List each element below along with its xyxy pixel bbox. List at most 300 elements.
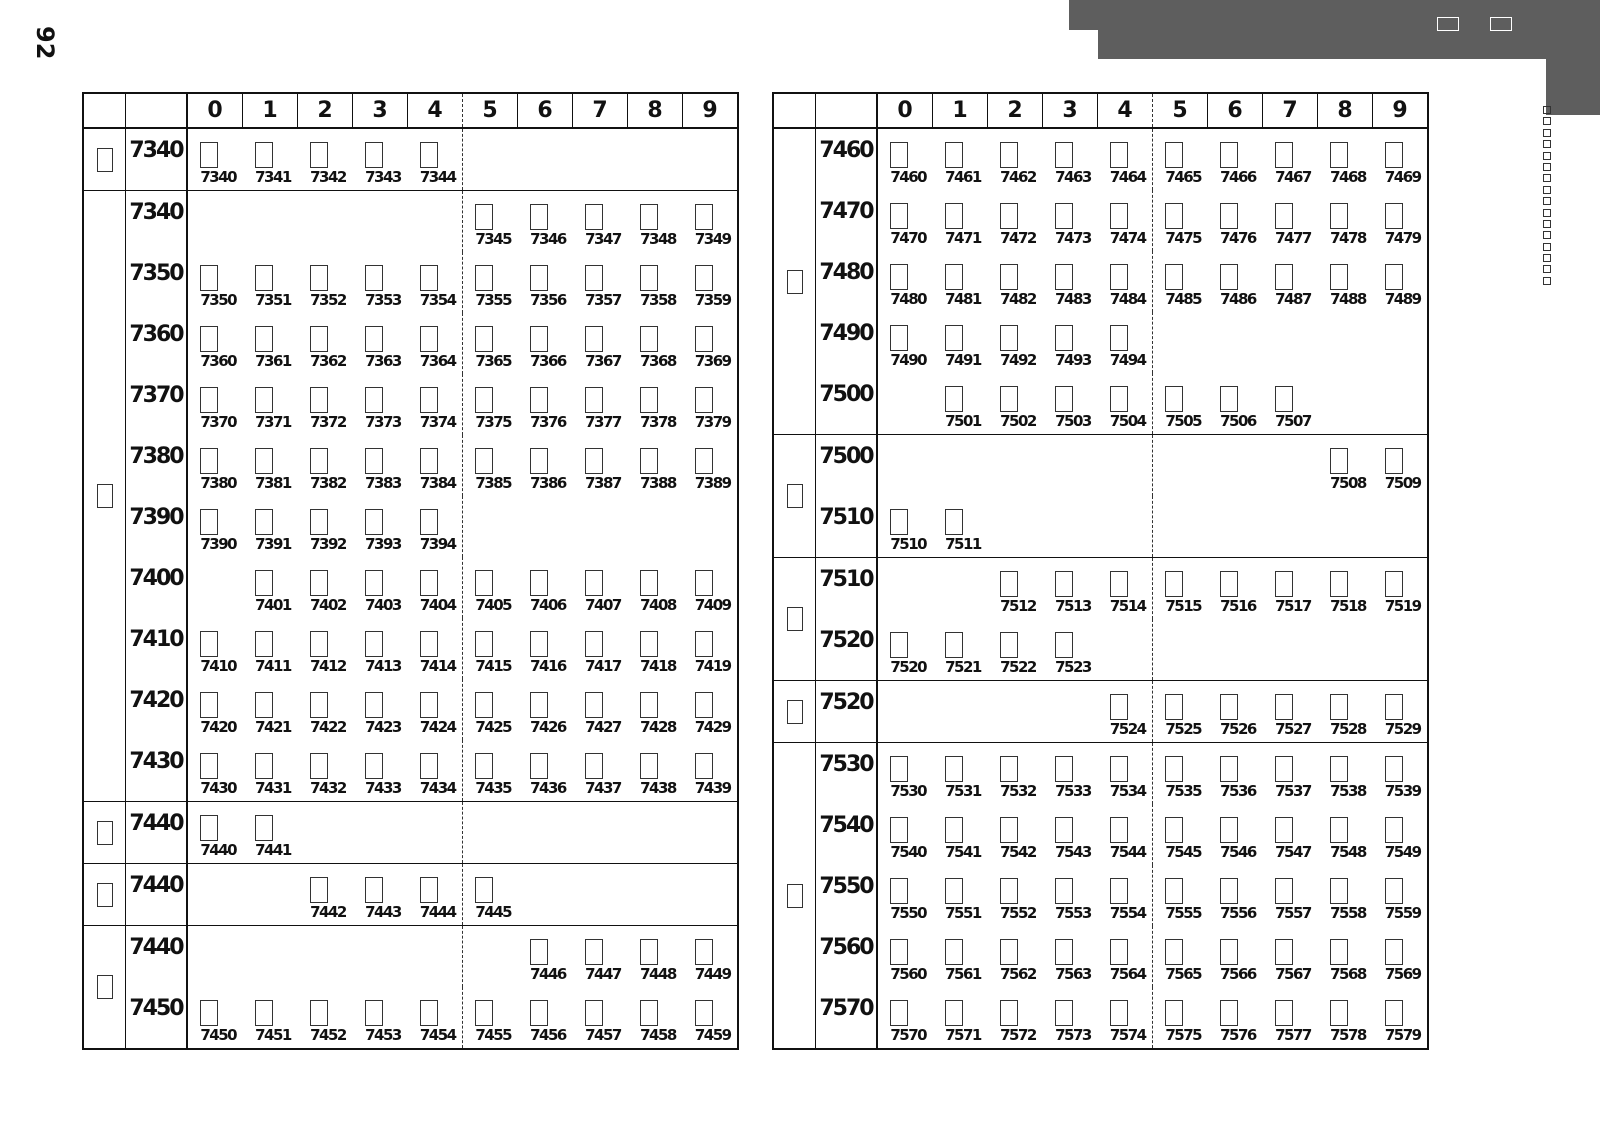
kanji-glyph (945, 264, 963, 290)
kanji-code: 7349 (694, 230, 731, 248)
kanji-cell (933, 926, 988, 987)
kanji-glyph (255, 570, 273, 596)
kanji-glyph (890, 817, 908, 843)
table-row (773, 128, 1428, 190)
reading-glyph (787, 484, 803, 508)
kanji-cell (353, 679, 408, 740)
kanji-code: 7359 (694, 291, 731, 309)
reading-cell (83, 864, 126, 926)
kanji-code: 7489 (1384, 290, 1421, 308)
reading-cell (773, 681, 816, 743)
kanji-glyph (200, 326, 218, 352)
kanji-code: 7402 (310, 596, 346, 614)
kanji-glyph (475, 692, 493, 718)
kanji-glyph (585, 692, 603, 718)
kanji-code: 7557 (1275, 904, 1311, 922)
kanji-cell (298, 802, 353, 864)
kanji-cell (1263, 190, 1318, 251)
kanji-cell (408, 191, 463, 253)
kanji-code: 7555 (1165, 904, 1202, 922)
kanji-cell (988, 496, 1043, 558)
kanji-code: 7487 (1275, 290, 1311, 308)
kanji-code: 7551 (945, 904, 981, 922)
kanji-cell (933, 251, 988, 312)
kanji-cell (573, 802, 628, 864)
kanji-cell (877, 128, 933, 190)
row-code: 7340 (126, 191, 188, 253)
kanji-glyph (890, 203, 908, 229)
left-code-table (82, 92, 739, 1050)
kanji-cell (518, 313, 573, 374)
kanji-cell (187, 864, 243, 926)
kanji-cell (243, 252, 298, 313)
reading-cell (83, 191, 126, 802)
kanji-cell (1373, 743, 1429, 805)
kanji-code: 7469 (1384, 168, 1421, 186)
kanji-cell (1263, 926, 1318, 987)
kanji-cell (933, 496, 988, 558)
kanji-glyph (475, 448, 493, 474)
kanji-glyph (640, 753, 658, 779)
kanji-cell (1263, 558, 1318, 620)
kanji-cell (298, 191, 353, 253)
kanji-cell (1153, 619, 1208, 681)
kanji-cell (298, 252, 353, 313)
kanji-code: 7508 (1330, 474, 1366, 492)
kanji-glyph (310, 142, 328, 168)
kanji-cell (573, 496, 628, 557)
kanji-glyph (640, 387, 658, 413)
kanji-code: 7481 (945, 290, 981, 308)
kanji-cell (1263, 128, 1318, 190)
kanji-code: 7348 (640, 230, 676, 248)
kanji-cell (1373, 312, 1429, 373)
kanji-glyph (475, 265, 493, 291)
kanji-glyph (1000, 325, 1018, 351)
kanji-glyph (200, 265, 218, 291)
reading-cell (773, 743, 816, 1050)
kanji-cell (933, 190, 988, 251)
kanji-glyph (1220, 694, 1238, 720)
kanji-code: 7467 (1275, 168, 1311, 186)
kanji-code: 7412 (310, 657, 346, 675)
kanji-glyph (365, 692, 383, 718)
kanji-glyph (1000, 756, 1018, 782)
kanji-cell (573, 374, 628, 435)
kanji-cell (573, 864, 628, 926)
kanji-glyph (945, 817, 963, 843)
kanji-code: 7357 (585, 291, 621, 309)
kanji-glyph (1000, 203, 1018, 229)
column-header: 4 (408, 93, 463, 128)
column-header: 6 (518, 93, 573, 128)
kanji-cell (628, 252, 683, 313)
column-header: 8 (628, 93, 683, 128)
kanji-glyph (640, 204, 658, 230)
kanji-code: 7417 (585, 657, 621, 675)
kanji-cell (988, 926, 1043, 987)
kanji-code: 7527 (1275, 720, 1311, 738)
kanji-code: 7341 (255, 168, 291, 186)
kanji-code: 7516 (1220, 597, 1256, 615)
kanji-glyph (585, 753, 603, 779)
kanji-code: 7345 (475, 230, 512, 248)
kanji-glyph (1220, 203, 1238, 229)
kanji-cell (877, 312, 933, 373)
kanji-cell (518, 128, 573, 191)
kanji-code: 7528 (1330, 720, 1366, 738)
reading-glyph (787, 884, 803, 908)
kanji-cell (1098, 312, 1153, 373)
kanji-cell (298, 435, 353, 496)
kanji-cell (628, 557, 683, 618)
kanji-code: 7451 (255, 1026, 291, 1044)
row-code: 7410 (126, 618, 188, 679)
kanji-glyph (1000, 878, 1018, 904)
kanji-glyph (640, 1000, 658, 1026)
kanji-code: 7568 (1330, 965, 1366, 983)
kanji-cell (1098, 926, 1153, 987)
table-row (83, 802, 738, 864)
kanji-code: 7540 (890, 843, 927, 861)
kanji-glyph (890, 325, 908, 351)
table-row (83, 496, 738, 557)
kanji-code: 7456 (530, 1026, 566, 1044)
kanji-cell (463, 802, 518, 864)
table-row (83, 618, 738, 679)
kanji-cell (1263, 435, 1318, 497)
row-code: 7440 (126, 864, 188, 926)
kanji-code: 7477 (1275, 229, 1311, 247)
header-bar (1069, 0, 1600, 30)
kanji-cell (298, 740, 353, 802)
kanji-glyph (1000, 817, 1018, 843)
kanji-glyph (420, 448, 438, 474)
kanji-cell (988, 681, 1043, 743)
kanji-cell (1043, 496, 1098, 558)
kanji-cell (1043, 681, 1098, 743)
table-row (773, 865, 1428, 926)
kanji-code: 7425 (475, 718, 512, 736)
kanji-glyph (1385, 142, 1403, 168)
row-code: 7360 (126, 313, 188, 374)
kanji-glyph (1385, 878, 1403, 904)
kanji-cell (1373, 865, 1429, 926)
header-code-blank (126, 93, 188, 128)
kanji-cell (463, 496, 518, 557)
kanji-cell (408, 679, 463, 740)
kanji-code: 7433 (365, 779, 401, 797)
kanji-glyph (1000, 939, 1018, 965)
kanji-code: 7371 (255, 413, 291, 431)
kanji-glyph (585, 570, 603, 596)
kanji-cell (1153, 251, 1208, 312)
kanji-glyph (1275, 203, 1293, 229)
kanji-glyph (1330, 203, 1348, 229)
kanji-glyph (1385, 264, 1403, 290)
reading-glyph (97, 821, 113, 845)
kanji-code: 7502 (1000, 412, 1036, 430)
side-vertical-text (1540, 106, 1554, 288)
kanji-glyph (1165, 817, 1183, 843)
reading-glyph (787, 270, 803, 294)
kanji-glyph (420, 265, 438, 291)
kanji-cell (573, 926, 628, 988)
kanji-cell (1153, 312, 1208, 373)
kanji-cell (1153, 987, 1208, 1049)
table-row (83, 926, 738, 988)
kanji-cell (1098, 128, 1153, 190)
reading-glyph (787, 607, 803, 631)
kanji-code: 7569 (1384, 965, 1421, 983)
kanji-glyph (585, 939, 603, 965)
column-header: 6 (1208, 93, 1263, 128)
header-code-blank (816, 93, 878, 128)
kanji-code: 7436 (530, 779, 566, 797)
kanji-code: 7370 (200, 413, 237, 431)
kanji-code: 7472 (1000, 229, 1036, 247)
table-row (83, 313, 738, 374)
kanji-code: 7442 (310, 903, 346, 921)
table-row (773, 190, 1428, 251)
kanji-glyph (1330, 756, 1348, 782)
kanji-code: 7503 (1055, 412, 1091, 430)
kanji-code: 7522 (1000, 658, 1036, 676)
kanji-glyph (1110, 264, 1128, 290)
table-row (773, 312, 1428, 373)
kanji-cell (353, 191, 408, 253)
kanji-glyph (1110, 817, 1128, 843)
kanji-cell (1263, 251, 1318, 312)
kanji-code: 7546 (1220, 843, 1256, 861)
kanji-code: 7552 (1000, 904, 1036, 922)
kanji-cell (683, 252, 739, 313)
kanji-glyph (1220, 264, 1238, 290)
kanji-code: 7391 (255, 535, 291, 553)
kanji-cell (187, 802, 243, 864)
kanji-cell (1043, 190, 1098, 251)
column-header: 9 (683, 93, 739, 128)
table-row (83, 679, 738, 740)
kanji-code: 7506 (1220, 412, 1256, 430)
kanji-glyph (420, 509, 438, 535)
kanji-glyph (640, 265, 658, 291)
kanji-glyph (1275, 939, 1293, 965)
kanji-cell (933, 743, 988, 805)
kanji-glyph (1275, 756, 1293, 782)
row-code: 7430 (126, 740, 188, 802)
column-header: 1 (243, 93, 298, 128)
kanji-cell (573, 252, 628, 313)
kanji-code: 7369 (694, 352, 731, 370)
kanji-code: 7415 (475, 657, 512, 675)
kanji-glyph (1055, 878, 1073, 904)
kanji-code: 7471 (945, 229, 981, 247)
column-header: 7 (1263, 93, 1318, 128)
kanji-cell (518, 679, 573, 740)
kanji-glyph (365, 631, 383, 657)
reading-cell (773, 558, 816, 681)
kanji-glyph (200, 815, 218, 841)
kanji-code: 7560 (890, 965, 927, 983)
kanji-glyph (945, 325, 963, 351)
kanji-glyph (1000, 571, 1018, 597)
kanji-cell (1098, 681, 1153, 743)
kanji-cell (933, 681, 988, 743)
kanji-cell (628, 864, 683, 926)
kanji-cell (408, 313, 463, 374)
kanji-glyph (420, 570, 438, 596)
kanji-code: 7523 (1055, 658, 1091, 676)
kanji-cell (408, 435, 463, 496)
kanji-code: 7479 (1384, 229, 1421, 247)
kanji-cell (877, 619, 933, 681)
kanji-cell (243, 435, 298, 496)
kanji-glyph (365, 265, 383, 291)
kanji-cell (518, 435, 573, 496)
kanji-cell (988, 558, 1043, 620)
kanji-cell (408, 864, 463, 926)
kanji-code: 7342 (310, 168, 346, 186)
kanji-code: 7352 (310, 291, 346, 309)
kanji-glyph (310, 387, 328, 413)
kanji-cell (187, 496, 243, 557)
kanji-cell (933, 619, 988, 681)
kanji-glyph (1330, 264, 1348, 290)
kanji-glyph (310, 753, 328, 779)
kanji-cell (518, 557, 573, 618)
kanji-cell (353, 740, 408, 802)
kanji-glyph (200, 692, 218, 718)
kanji-code: 7482 (1000, 290, 1036, 308)
kanji-cell (1098, 558, 1153, 620)
kanji-cell (1373, 373, 1429, 435)
kanji-cell (1098, 190, 1153, 251)
kanji-cell (463, 679, 518, 740)
kanji-glyph (1220, 878, 1238, 904)
kanji-cell (1373, 251, 1429, 312)
table-row (773, 496, 1428, 558)
kanji-glyph (695, 265, 713, 291)
kanji-code: 7501 (945, 412, 981, 430)
kanji-cell (1043, 926, 1098, 987)
kanji-code: 7347 (585, 230, 621, 248)
table-row (773, 987, 1428, 1049)
kanji-glyph (420, 631, 438, 657)
kanji-cell (683, 374, 739, 435)
kanji-glyph (1000, 632, 1018, 658)
kanji-glyph (1275, 817, 1293, 843)
kanji-code: 7480 (890, 290, 927, 308)
kanji-cell (408, 926, 463, 988)
kanji-code: 7565 (1165, 965, 1202, 983)
kanji-cell (628, 618, 683, 679)
kanji-cell (628, 926, 683, 988)
kanji-code: 7374 (419, 413, 456, 431)
kanji-code: 7554 (1109, 904, 1146, 922)
row-code: 7520 (816, 619, 878, 681)
reading-glyph (97, 975, 113, 999)
kanji-cell (1153, 804, 1208, 865)
kanji-cell (243, 864, 298, 926)
kanji-cell (1208, 496, 1263, 558)
kanji-cell (683, 740, 739, 802)
kanji-cell (353, 987, 408, 1049)
table-row (83, 191, 738, 253)
kanji-code: 7385 (475, 474, 512, 492)
kanji-cell (1263, 804, 1318, 865)
kanji-cell (1043, 865, 1098, 926)
kanji-cell (683, 926, 739, 988)
kanji-cell (1153, 190, 1208, 251)
kanji-glyph (640, 692, 658, 718)
kanji-cell (298, 313, 353, 374)
kanji-glyph (365, 448, 383, 474)
kanji-cell (1208, 987, 1263, 1049)
kanji-cell (1208, 681, 1263, 743)
kanji-code: 7525 (1165, 720, 1202, 738)
kanji-cell (518, 864, 573, 926)
kanji-code: 7553 (1055, 904, 1091, 922)
kanji-glyph (1055, 756, 1073, 782)
kanji-code: 7488 (1330, 290, 1366, 308)
kanji-code: 7521 (945, 658, 981, 676)
kanji-cell (298, 128, 353, 191)
kanji-cell (1318, 435, 1373, 497)
kanji-cell (1318, 926, 1373, 987)
kanji-cell (518, 252, 573, 313)
kanji-code: 7550 (890, 904, 927, 922)
kanji-glyph (255, 387, 273, 413)
kanji-code: 7492 (1000, 351, 1036, 369)
kanji-code: 7578 (1330, 1026, 1366, 1044)
kanji-glyph (1275, 694, 1293, 720)
kanji-cell (573, 679, 628, 740)
kanji-glyph (1055, 264, 1073, 290)
kanji-cell (1098, 435, 1153, 497)
row-code: 7500 (816, 373, 878, 435)
kanji-code: 7434 (419, 779, 456, 797)
table-row (83, 435, 738, 496)
kanji-cell (1263, 312, 1318, 373)
kanji-cell (628, 740, 683, 802)
kanji-code: 7571 (945, 1026, 981, 1044)
row-code: 7420 (126, 679, 188, 740)
reading-cell (83, 128, 126, 191)
kanji-glyph (1165, 571, 1183, 597)
row-code: 7480 (816, 251, 878, 312)
kanji-cell (628, 128, 683, 191)
kanji-cell (683, 802, 739, 864)
row-code: 7490 (816, 312, 878, 373)
kanji-cell (988, 435, 1043, 497)
header-bar-step (1098, 29, 1600, 59)
kanji-cell (187, 252, 243, 313)
kanji-cell (518, 926, 573, 988)
table-row (83, 864, 738, 926)
kanji-cell (298, 864, 353, 926)
kanji-glyph (1165, 203, 1183, 229)
kanji-code: 7476 (1220, 229, 1256, 247)
kanji-glyph (1385, 694, 1403, 720)
kanji-glyph (200, 509, 218, 535)
kanji-code: 7455 (475, 1026, 512, 1044)
kanji-cell (573, 557, 628, 618)
kanji-glyph (1220, 1000, 1238, 1026)
kanji-glyph (945, 142, 963, 168)
kanji-glyph (890, 142, 908, 168)
kanji-code: 7470 (890, 229, 927, 247)
